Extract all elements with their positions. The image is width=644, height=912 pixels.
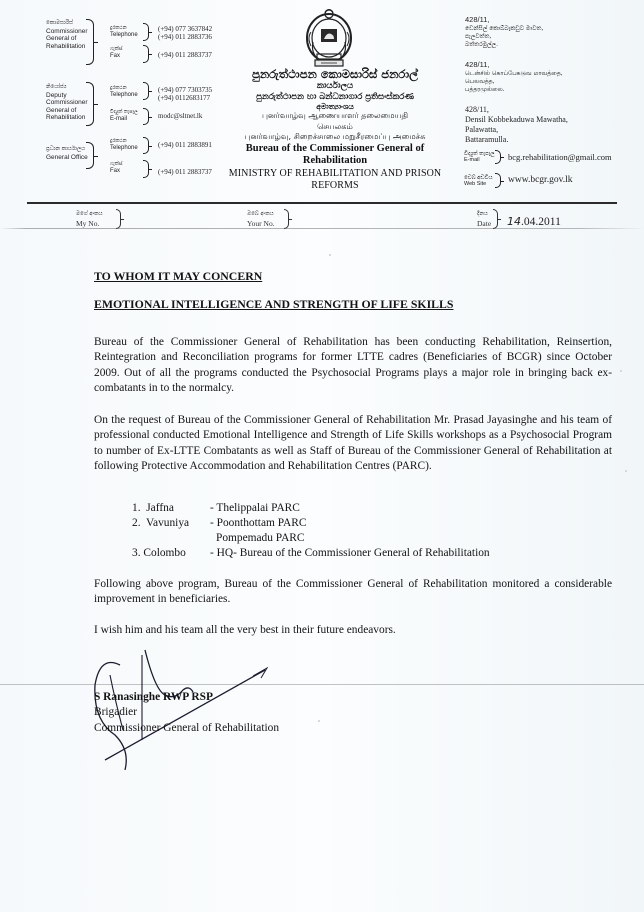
scan-speck (620, 370, 622, 372)
brace-icon (86, 142, 94, 169)
commissioner-phone-1: (+94) 077 3637842 (158, 25, 213, 33)
paragraph-3: Following above program, Bureau of the Commissioner General of Rehabilitation monitored a considerable improvement in beneficiaries. (94, 578, 612, 606)
signatory-rank: Brigadier (94, 706, 138, 719)
website-link[interactable]: www.bcgr.gov.lk (508, 175, 573, 185)
brace-icon (143, 82, 149, 100)
paragraph-2: On the request of Bureau of the Commissioner General of Rehabilitation Mr. Prasad Jayasinghe and his team of professional conducted Emotional Intelligence and Strength of Life Skills workshops as a Psychosocial Program to number of Ex-LTTE Combatants as well as Staff of Bureau of the Commissioner General of Rehabilitation at following Protective Accommodation and Rehabilitation Centres (PARC). (94, 414, 612, 472)
deputy-phone-1: (+94) 077 7303735 (158, 86, 213, 94)
english-ministry-2: REFORMS (311, 180, 359, 191)
general-office-label: ප්‍රධාන කාර්යාලය General Office (46, 146, 88, 161)
brace-icon (86, 19, 94, 65)
scan-speck (625, 470, 627, 472)
fax-label: ෆැක්ස් Fax (110, 46, 123, 59)
paragraph-4: I wish him and his team all the very best in their future endeavors. (94, 624, 396, 636)
brace-icon (143, 45, 149, 63)
signatory-title: Commissioner General of Rehabilitation (94, 721, 280, 734)
telephone-label: දුරකථන Telephone (110, 138, 138, 151)
telephone-label: දුරකථන Telephone (110, 85, 138, 98)
english-bureau-2: Rehabilitation (302, 155, 368, 166)
sinhala-title-2: කාර්යාලය (316, 81, 354, 91)
sri-lanka-emblem-icon (303, 8, 355, 70)
sinhala-ministry: පුනරුත්ථාපන හා බන්ධනාගාර ප්‍රතිසංස්කරණ (256, 91, 414, 102)
letter-date: 14.04.2011 (507, 215, 561, 228)
commissioner-phone-2: (+94) 011 2883736 (158, 33, 212, 41)
parc-location-list (132, 501, 490, 561)
brace-icon (495, 173, 501, 188)
tamil-bureau: புனர்வாழ்வு ஆணையாளர் தலைமையதி (261, 111, 409, 120)
deputy-email: modc@sltnet.lk (158, 112, 203, 120)
your-no-label: ඔබේ අංකය Your No. (247, 211, 275, 228)
brace-icon (116, 209, 121, 229)
brace-icon (143, 137, 149, 154)
general-office-phone: (+94) 011 2883891 (158, 141, 212, 149)
brace-icon (86, 82, 94, 126)
scan-speck (318, 720, 320, 722)
commissioner-fax: (+94) 011 2883737 (158, 51, 212, 59)
list-item: 2. Vavuniya - Poonthottam PARC (132, 517, 307, 529)
address-english: 428/11, Densil Kobbekaduwa Mawatha, Palawatta, Battaramulla. (465, 105, 568, 144)
salutation: TO WHOM IT MAY CONCERN (94, 269, 263, 283)
email-label: විද්‍යුත් තැපෑල E-mail (464, 151, 495, 163)
date-label: දිනය Date (477, 211, 492, 228)
brace-icon (143, 108, 149, 125)
brace-icon (284, 209, 289, 229)
email-link[interactable]: bcg.rehabilitation@gmail.com (508, 152, 612, 162)
sinhala-title: පුනරුත්ථාපන කොමසාරිස් ජනරාල් (252, 67, 418, 81)
english-bureau: Bureau of the Commissioner General of (245, 142, 425, 154)
brace-icon (493, 209, 498, 229)
deputy-commissioner-label: නියෝජ්‍ය Deputy Commissioner General of Rehabilitation (46, 84, 88, 121)
brace-icon (143, 23, 149, 41)
list-item: 1. Jaffna - Thelippalai PARC (132, 502, 300, 514)
sinhala-ministry-2: අමාත්‍යාංශය (316, 102, 354, 111)
scan-speck (329, 254, 331, 256)
tamil-bureau-2: செயலகம் (317, 121, 353, 131)
address-sinhala: 428/11, ඩෙන්සිල් කොබ්බෑකඩුව මාවත, පැලවත්ත, බත්තරමුල්ල. (465, 15, 544, 48)
date-day-handwritten: 14 (507, 215, 521, 228)
address-tamil: 428/11, டென்சில் கொப்பேகடுவ மாவத்தை, பெலவத்த, பத்தரமுல்லை. (465, 60, 563, 93)
signature-block (94, 690, 279, 736)
letterhead-titles (215, 68, 455, 193)
fold-line (0, 684, 644, 685)
email-label: විද්‍යුත් තැපෑල E-mail (110, 109, 138, 122)
reference-line (0, 228, 644, 229)
my-no-label: මගේ අංකය My No. (76, 211, 103, 228)
telephone-label: දුරකථන Telephone (110, 25, 138, 38)
list-item: 3. Colombo - HQ- Bureau of the Commissioner General of Rehabilitation (132, 547, 490, 559)
header-divider (27, 202, 617, 204)
signatory-name: S Ranasinghe RWP RSP (94, 691, 213, 703)
brace-icon (143, 160, 149, 178)
paragraph-1: Bureau of the Commissioner General of Rehabilitation has been conducting Rehabilitation, Reinsertion, Reintegration and Reconciliation programs for former LTTE cadres (Beneficiaries of BCGR) since October 2009. Out of all the programs conducted the Psychosocial Programs plays a major role in bringing back ex-combatants in to the normalcy. (94, 336, 612, 394)
fax-label: ෆැක්ස් Fax (110, 161, 123, 174)
general-office-fax: (+94) 011 2883737 (158, 168, 212, 176)
list-item: Pompemadu PARC (216, 532, 305, 544)
subject-heading: EMOTIONAL INTELLIGENCE AND STRENGTH OF LIFE SKILLS (94, 297, 454, 311)
brace-icon (495, 150, 501, 164)
english-ministry: MINISTRY OF REHABILITATION AND PRISON (228, 167, 442, 179)
deputy-phone-2: (+94) 0112683177 (158, 94, 211, 102)
commissioner-general-label: කොමසාරිස් Commissioner General of Rehabilitation (46, 20, 88, 50)
tamil-ministry: புனர்வாழ்வு, சிறைச்சாலை மறுசீரமைப்பு அமைச்சு (244, 132, 426, 141)
web-label: වෙබ් අඩවිය Web Site (464, 175, 493, 187)
